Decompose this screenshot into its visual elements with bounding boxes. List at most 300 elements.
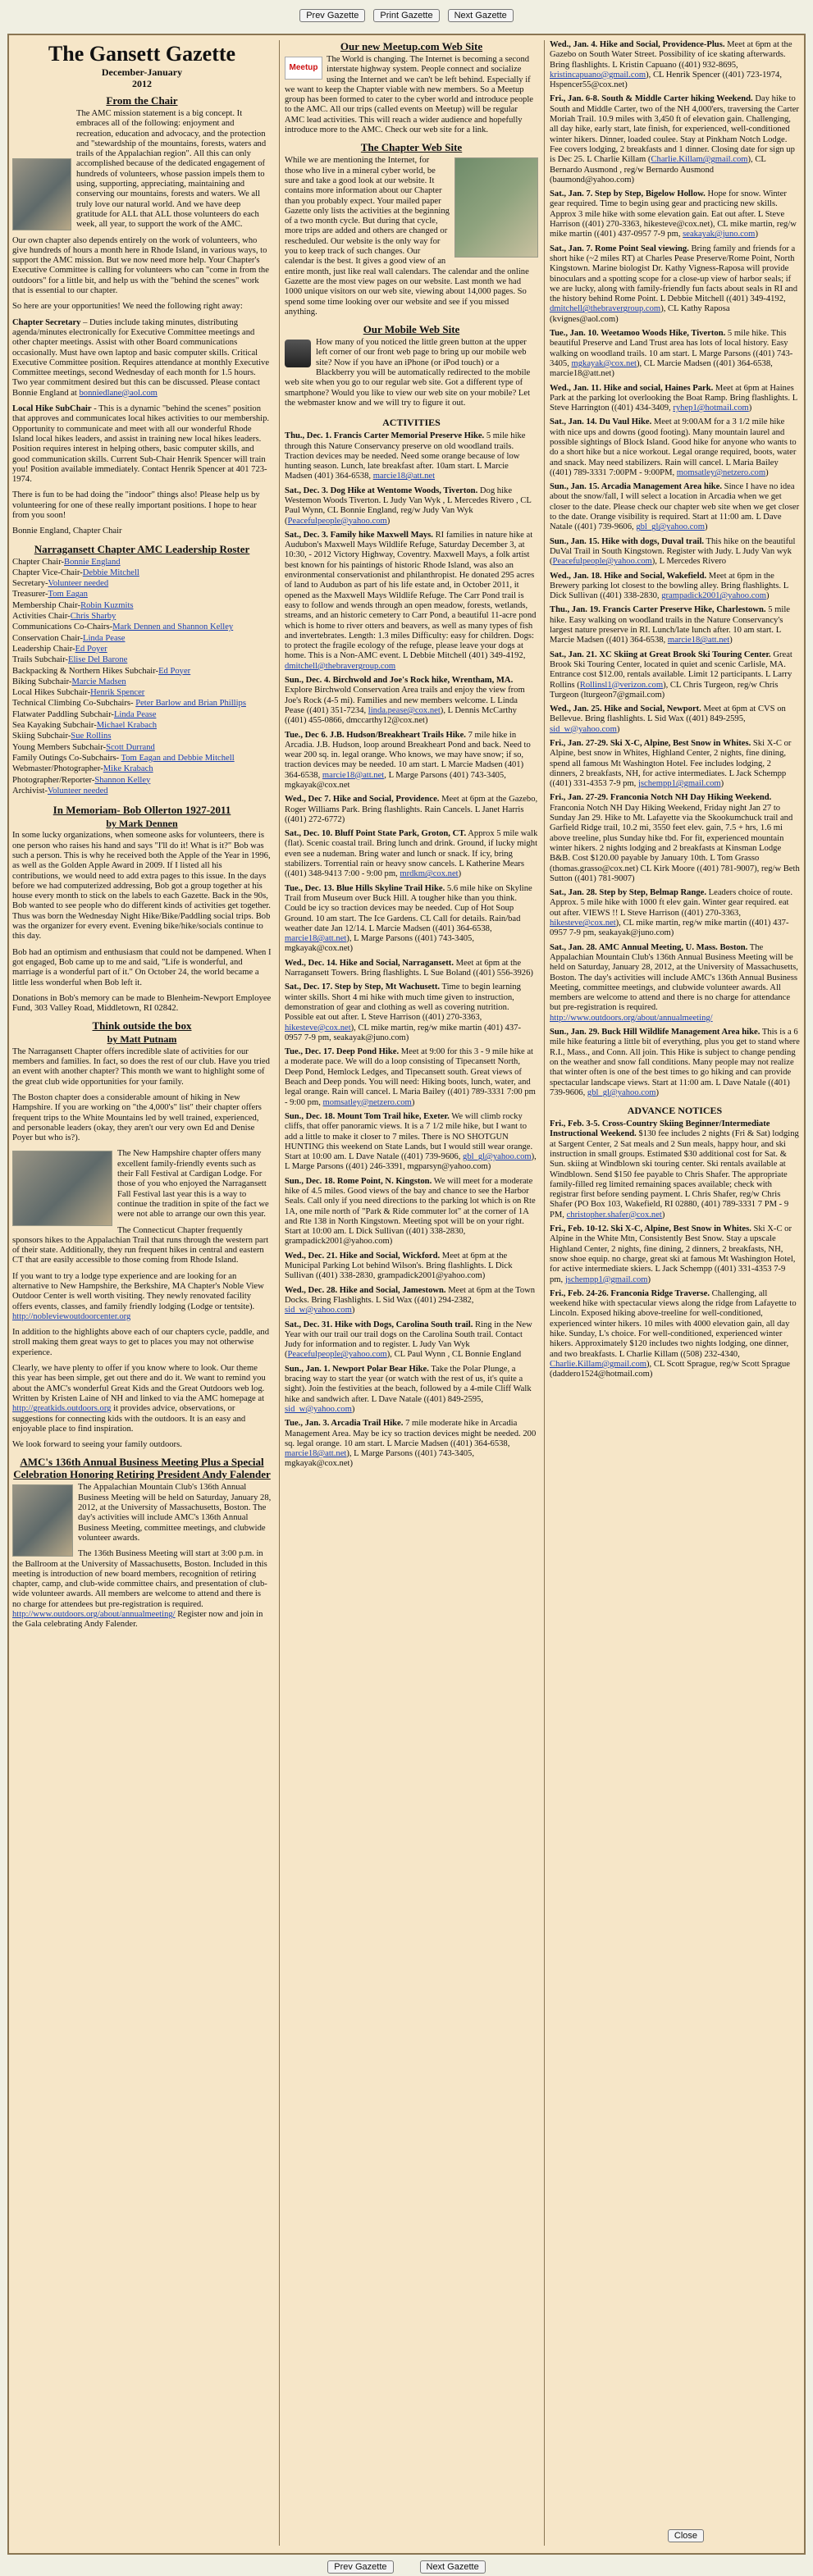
- activity-body: Ski X-C or Alpine in the White Mtn, Consistently Best Snow. Stay a upscale Highland Center, 2 nights, fine dining, 2 dinners, 2 breakfasts, NH, snow shoe equip. no charge, great ski at famous Mt Washington Hotel, for active intermediate skiers. L Jack Schempp ((401) 331-4353 7-9 pm,: [550, 1224, 796, 1284]
- activity-contact-link[interactable]: momsatley@netzero.com: [322, 1097, 412, 1107]
- activity-contact-link[interactable]: marcie18@att.net: [372, 472, 436, 481]
- greatkids-link[interactable]: http://greatkids.outdoors.org: [12, 1404, 112, 1414]
- roster-role: Archivist-: [12, 786, 48, 796]
- gazette-frame: [7, 34, 806, 2555]
- family-hike-photo: [12, 1151, 112, 1226]
- activity-item: [285, 1419, 538, 1469]
- roster-role: Activities Chair-: [12, 612, 71, 622]
- activity-item: [285, 1365, 538, 1415]
- activities-list-right: [550, 40, 800, 1098]
- roster-name-link[interactable]: Linda Pease: [113, 709, 157, 719]
- nobleview-link[interactable]: http://nobleviewoutdoorcenter.org: [12, 1311, 131, 1321]
- activity-body: $130 fee includes 2 nights (Fri & Sat) lodging at Sargent Center, 2 Sat meals and 2 Sun meals, happy hour, and ski instruction in small groups. Estimated $30 additional cost for Sat. & Sun. skiing at Windblown ski touring center. Ski rentals available at Windblown. Send $150 fee payable to Chris Shafer. The appropriate family-filled reg limited remaining spaces available; check with registrar first before sending payment. L Chris Shafer, reg/w Chris Shafer (PO Box 103, Wakefield, RI 02880, (401) 789-3331 7 PM - 9 PM,: [550, 1129, 799, 1220]
- think-p7-text: Clearly, we have plenty to offer if you know where to look. Our theme this year has been simple, get out there and do it. We want to remind you about the AMC's wonderful Great Kids and the Great Outdoors web log. Written by Kristen Laine of NH and linked to via the AMC homepage at: [12, 1364, 266, 1403]
- activity-body: 5.6 mile hike on Skyline Trail from Museum over Buck Hill. A tougher hike than you think. Could be icy so traction devices may be needed. Cup of Hot Soup Ground. 10 am start. The Ice Gardens. CL Call for details. Rain/bad weather date Jan 12/14. L Marcie Madsen ((401) 364-6538,: [285, 883, 532, 933]
- activity-body: Take the Polar Plunge, a bracing way to start the year (or watch with the rest of us, it's quite a sight). Join the festivities at the beach, followed by a 4-mile Cliff Walk hike and sandwich after. L Dave Natale ((401) 849-2595,: [285, 1364, 532, 1404]
- activity-tail: ), L Marge Parsons ((401) 743-3405, mgkayak@cox.net): [285, 1449, 475, 1469]
- annual-p2-text: The 136th Business Meeting will start at 3:00 p.m. in the Ballroom at the University of Massachusetts, Boston. Included in this meeting is introduction of new board members, recognition of retiring chapter, camp, and club-wide committee chairs, and presentation of club-wide volunteer awards. All members are welcome to attend and there is no charge for attendees but pre-registration is required.: [12, 1549, 267, 1609]
- activity-contact-link[interactable]: Peacefulpeople@yahoo.com: [287, 516, 387, 526]
- activity-contact-link[interactable]: ryhep1@hotmail.com: [673, 403, 749, 413]
- roster-row: [12, 764, 272, 774]
- activity-item: [550, 1028, 800, 1098]
- think-title: Think outside the box: [92, 1019, 192, 1033]
- roster-name-link[interactable]: Tom Eagan: [48, 590, 88, 600]
- roster-name-link[interactable]: Henrik Spencer: [90, 688, 145, 698]
- activity-contact-link[interactable]: sid_w@yahoo.com: [285, 1404, 352, 1414]
- activity-heading: Fri., Jan. 27-29. Ski X-C, Alpine, Best Snow in Whites.: [550, 739, 751, 748]
- roster-name-link[interactable]: Peter Barlow and Brian Phillips: [135, 699, 246, 709]
- activity-tail: ): [704, 522, 708, 532]
- activity-item: [285, 983, 538, 1043]
- activity-item: [550, 329, 800, 379]
- activity-contact-link[interactable]: marcie18@att.net: [285, 1449, 347, 1459]
- activity-heading: Fri., Jan. 27-29. Franconia Notch NH Day Hiking Weekend.: [550, 793, 772, 803]
- activity-heading: Wed., Dec. 14. Hike and Social, Narragansett.: [285, 958, 454, 968]
- activity-heading: Wed., Dec 7. Hike and Social, Providence.: [285, 795, 440, 805]
- activity-body: Meet at 9:00 for this 3 - 9 mile hike at a moderate pace. We will do a loop consisting of Tipecansett North, Deep Pond, Hemlock Ledges, and Tipecansett south. Great views of Beach and Deep ponds. You will need: Hiking boots, lunch, water, and legal orange. Rain will cancel. L Maria Bailey ((401) 789-3331 7:00 pm - 9:00 pm,: [285, 1047, 536, 1107]
- activity-heading: Sat., Jan. 7. Step by Step, Bigelow Hollow.: [550, 189, 706, 199]
- roster-name-link[interactable]: Sue Rollins: [71, 732, 112, 741]
- activity-contact-link[interactable]: marcie18@att.net: [285, 934, 347, 944]
- advance-notices-title: ADVANCE NOTICES: [627, 1105, 723, 1117]
- activity-tail: ), L Marge Parsons ((401) 743-3405, mgkayak@cox.net): [285, 934, 475, 954]
- activity-heading: Tue., Jan. 10. Weetamoo Woods Hike, Tiverton.: [550, 329, 726, 339]
- activity-item: [285, 1047, 538, 1108]
- roster-role: Flatwater Paddling Subchair-: [12, 709, 114, 719]
- activity-contact-link[interactable]: grampadick2001@yahoo.com: [661, 591, 766, 601]
- activity-body: Great Brook Ski Touring Center, located in quiet and scenic Carlisle, MA. Entrance cost $12.00, rentals available. Limit 12 participants. L Larry Rollins (: [550, 650, 792, 690]
- activity-heading: Sat., Dec. 17. Step by Step, Mt Wachusett.: [285, 983, 441, 992]
- activity-contact-link[interactable]: gbl_gl@yahoo.com: [636, 522, 705, 532]
- activity-body: 5 mile hike. This beautiful Preserve and Land Trust area has lots of local history. Easy walking on woodland trails. 10 am start. L Marge Parsons ((401) 743-3405,: [550, 329, 793, 368]
- activity-heading: Fri., Feb. 24-26. Franconia Ridge Traverse.: [550, 1288, 710, 1298]
- activity-contact-link[interactable]: marcie18@att.net: [322, 770, 385, 780]
- column-right: [544, 40, 800, 2546]
- activity-body: Franconia Notch NH Day Hiking Weekend, Friday night Jan 27 to Sunday Jan 29. Hike to Mt. Lafayette via the Skookumchuck trail and Garfield Ridge trail, 10.2 mi, 3550 feet elev. gain, 7.5 + hrs, 1.6 mi above treeline, plus Sunday hike tbd. For fit, experienced mountain winter hikers. 2 nights lodging and 2 breakfasts at Kinsman Lodge B&B. Cost $120.00 payable by January 10th. L Tom Grasso (thomas.grasso@cox.net) CL Kirk Moore ((401) 781-9007), reg/w Beth Sutton ((401) 781-9007): [550, 803, 800, 883]
- column-left: [12, 40, 272, 1636]
- activity-heading: Sat., Jan. 7. Rome Point Seal viewing.: [550, 244, 689, 253]
- roster-row: [12, 776, 272, 786]
- think-byline: by Matt Putnam: [107, 1033, 177, 1046]
- roster-name-link[interactable]: Elise Del Barone: [67, 655, 128, 665]
- activity-tail: ), L Marge Parsons ((401) 246-3391, mgparsyn@yahoo.com): [285, 1152, 537, 1172]
- roster-row: [12, 688, 272, 698]
- activity-heading: Wed., Jan. 18. Hike and Social, Wakefield.: [550, 571, 707, 581]
- activity-item: [550, 650, 800, 700]
- activity-heading: Sat., Jan. 14. Du Vaul Hike.: [550, 417, 652, 427]
- secretary-text: – Duties include taking minutes, distributing agenda/minutes electronically for Executive Committee meetings and other chapter meetings. Assist with other Board communications occasionally. Must have own laptop and basic computer skills. Critical Executive Committee position. Requires attendance at monthly Executive Committee meetings, second Wednesday of each month for 1.5 hours. Two year commitment desired but this can be discussed. Please contact Bonnie England at: [12, 317, 270, 398]
- roster-row: [12, 579, 272, 589]
- roster-role: Skiing Subchair-: [12, 732, 71, 741]
- print-gazette-button[interactable]: Print Gazette: [373, 9, 439, 22]
- activity-heading: Sat., Dec. 3. Family hike Maxwell Mays.: [285, 530, 433, 540]
- activity-heading: Sat., Dec. 10. Bluff Point State Park, Groton, CT.: [285, 829, 467, 839]
- bonnie-email-link[interactable]: bonniedlane@aol.com: [79, 388, 158, 398]
- website-screenshot: [454, 157, 538, 258]
- activity-contact-link[interactable]: christopher.shafer@cox.net: [566, 1210, 662, 1220]
- activity-tail: ): [655, 1087, 660, 1097]
- activity-item: [550, 537, 800, 568]
- activity-tail: ): [351, 1404, 355, 1414]
- think-paragraph-6: In addition to the highlights above each of our chapters cycle, paddle, and stroll making them great ways to get to places you may not otherwise experience.: [12, 1328, 270, 1357]
- think-paragraph-5: [12, 1272, 272, 1322]
- roster-name-link[interactable]: Marcie Madsen: [71, 677, 126, 686]
- activity-item: [550, 189, 800, 239]
- roster-row: [12, 754, 272, 764]
- think-p7-tail: it provides advice, observations, or suggestions for connecting kids with the outdoors. It is an easy and enjoyable place to find inspiration.: [12, 1404, 246, 1434]
- annual-meeting-title: AMC's 136th Annual Business Meeting Plus a Special Celebration Honoring Retiring President Andy Falender: [13, 1456, 271, 1481]
- activity-contact-link[interactable]: mgkayak@cox.net: [571, 358, 637, 368]
- activity-contact-link[interactable]: dmitchell@thebravergroup.com: [285, 661, 396, 671]
- activity-item: [285, 884, 538, 955]
- activity-contact-link[interactable]: sid_w@yahoo.com: [285, 1306, 352, 1315]
- roster-row: [12, 732, 272, 741]
- activity-heading: Sun., Dec. 18. Mount Tom Trail hike, Exeter.: [285, 1111, 450, 1121]
- activity-tail: ): [647, 1274, 651, 1284]
- roster-name-link[interactable]: Bonnie England: [64, 557, 121, 567]
- next-gazette-button[interactable]: Next Gazette: [448, 9, 514, 22]
- activity-item: [285, 1286, 538, 1316]
- leadership-title: Narragansett Chapter AMC Leadership Roster: [34, 542, 250, 555]
- chair-title: From the Chair: [106, 94, 178, 107]
- activity-body: Meet at 6pm at the Municipal Parking Lot behind Wilson's. Bring flashlights. L Dick Sullivan ((401) 338-2830, grampadick2001@yahoo.com): [285, 1251, 513, 1281]
- annual-paragraph-1: The Appalachian Mountain Club's 136th Annual Business Meeting will be held on Saturday, January 28, 2012, at the University of Massachusetts, Boston. The day's activities will include AMC's 136th Annual Business Meeting, committee meetings, and clubwide volunteer awards.: [78, 1483, 272, 1543]
- activity-contact-link[interactable]: Rollinsl1@verizon.com: [579, 680, 664, 690]
- chair-paragraph-6: There is fun to be had doing the "indoor" things also! Please help us by volunteering for one of these really important positions. I hope to hear from you soon!: [12, 490, 260, 520]
- meetup-title: Our new Meetup.com Web Site: [340, 40, 483, 52]
- activity-body: Since I have no idea about the snow/fall, I will select a location in Arcadia when we get closer to the date. Please check our chapter web site when we get closer to the date. Orange visibility is required. Start at 11:00 am. L Dave Natale ((401) 739-9606,: [550, 482, 800, 532]
- smartphone-icon: [285, 340, 311, 367]
- activity-body: Ski X-C or Alpine, best snow in Whites, Highland Center, 2 nights, fine dining, spend all famous Mt Washington Hotel. Fee includes lodging, 2 dinners, 2 breakfasts, NH, for active intermediates. L Jack Schempp ((401) 331-4353 7-9 pm,: [550, 739, 792, 789]
- activity-heading: Sun., Jan. 15. Arcadia Management Area hike.: [550, 482, 723, 492]
- andy-falender-photo: [12, 1484, 73, 1557]
- roster-role: Chapter Vice-Chair-: [12, 568, 83, 577]
- masthead-issue: December-January: [101, 66, 183, 78]
- chair-paragraph-2: Our own chapter also depends entirely on the work of volunteers, who give hundreds of hours a month here in Rhode Island, in various ways, to support the AMC mission. But we now need more help. Your Chapter's Executive Committee is calling for volunteers who can "come in from the outdoors" for a little bit, and help us with the "behind the scenes" work that is essential to our chapter.: [12, 235, 269, 296]
- activity-contact-link[interactable]: seakayak@juno.com: [683, 230, 756, 239]
- activity-item: [550, 94, 800, 185]
- activity-item: [550, 888, 800, 938]
- activity-body: 5 mile hike. Easy walking on woodland trails in the Nature Conservancy's largest nature preserve in RI. Lunch/late lunch after. 10 am start. L Marcie Madsen ((401) 364-6538,: [550, 605, 790, 645]
- activity-heading: Sat., Jan. 28. Step by Step, Belmap Range.: [550, 888, 707, 898]
- roster-name-link[interactable]: Tom Eagan and Debbie Mitchell: [121, 753, 235, 763]
- activity-item: [550, 572, 800, 602]
- activity-item: [285, 1177, 538, 1247]
- think-paragraph-3: The New Hampshire chapter offers many excellent family-friendly events such as their Fall Festival at Cardigan Lodge. For those of you who enjoyed the Narragansett Fall Festival last year this is a way to continue the tradition in spite of the fact we were not able to arrange our own this year.: [117, 1149, 269, 1220]
- activity-item: [550, 793, 800, 884]
- roster-role: Leadership Chair-: [12, 644, 75, 654]
- roster-name-link[interactable]: Mark Dennen and Shannon Kelley: [112, 622, 234, 632]
- activity-contact-link[interactable]: mrdkm@cox.net: [400, 869, 459, 879]
- mobile-paragraph: How many of you noticed the little green button at the upper left corner of our front web page to bring up our mobile web site? Now if you have an iPhone (or iPod touch) or a Blackberry you will be automatically redirected to the mobile web site when you go to our regular web site. Got a different type of smartphone? Would you like to view our web site on your mobile? Let the webmaster know and we will try to figure it out.: [285, 338, 531, 408]
- activity-tail: ), CL Scott Sprague, reg/w Scott Sprague (daddero1524@hotmail.com): [550, 1359, 790, 1379]
- activity-item: [550, 739, 800, 789]
- local-hike-text: - This is a dynamic "behind the scenes" position that approves and communicates local hikes activities to our membership. Opportunity to communicate and meet with all our wonderful Rhode Island local hikes leaders, and assist in training new local hikes leaders. Position requires interest in helping others, basic computer skills, and good communication skills. Current Sub-Chair Henrik Spencer will train you! Position available immediately. Contact Henrik Spencer at 401 723-1974.: [12, 404, 270, 485]
- chair-paragraph-3: So here are your opportunities! We need the following right away:: [12, 302, 243, 312]
- activity-body: The Appalachian Mountain Club's 136th Annual Business Meeting will be held on Saturday, January 28, 2012, at the University of Massachusetts, Boston. The day's activities will include AMC's 136th Annual Business Meeting, committee meetings, and clubwide volunteer awards. All members are welcome to attend and there is no charge for attendance but pre-registration is required.: [550, 942, 798, 1013]
- roster-name-link[interactable]: Mike Krabach: [103, 764, 153, 774]
- activity-tail: ), L Dennis McCarthy ((401) 455-0866, dmccarthy12@cox.net): [285, 705, 517, 726]
- activity-heading: Fri., Feb. 10-12. Ski X-C, Alpine, Best Snow in Whites.: [550, 1224, 751, 1234]
- meetup-logo: Meetup: [285, 57, 322, 80]
- column-middle: [279, 40, 538, 2546]
- activity-item: [285, 531, 538, 672]
- mobile-title: Our Mobile Web Site: [363, 323, 460, 336]
- activity-heading: Tue., Jan. 3. Arcadia Trail Hike.: [285, 1419, 404, 1429]
- activity-tail: ), CL mike martin, reg/w mike martin (401) 437-0957 7-9 pm, seakayak@juno.com): [285, 1023, 521, 1042]
- roster-name-link[interactable]: Volunteer needed: [47, 786, 108, 796]
- roster-row: [12, 699, 272, 709]
- roster-row: [12, 786, 272, 796]
- activity-item: [550, 1119, 800, 1220]
- activity-contact-link[interactable]: kristincapuano@gmail.com: [550, 70, 646, 80]
- activity-tail: ), CL Chris Turgeon, reg/w Chris Turgeon (lturgeon7@gmail.com): [550, 680, 779, 700]
- roster-row: [12, 568, 272, 578]
- memoriam-title: In Memoriam- Bob Ollerton 1927-2011: [53, 804, 231, 817]
- activity-tail: ): [458, 869, 462, 879]
- activity-tail: ): [386, 516, 391, 526]
- activity-heading: Fri., Feb. 3-5. Cross-Country Skiing Beginner/Intermediate Instructional Weekend.: [550, 1119, 770, 1139]
- activity-item: [285, 1112, 538, 1173]
- roster-role: Chapter Chair-: [12, 557, 65, 567]
- activity-item: [285, 676, 538, 726]
- think-paragraph-1: The Narragansett Chapter offers incredible slate of activities for our members and families. In fact, so does the rest of our club. Have you tried an event with another chapter? This month we want to highlight some of the great club wide opportunities for your family.: [12, 1046, 270, 1087]
- activity-heading: Sat., Dec. 31. Hike with Dogs, Carolina South trail.: [285, 1320, 473, 1329]
- activity-item: [550, 244, 800, 325]
- roster-role: Local Hikes Subchair-: [12, 688, 91, 698]
- roster-name-link[interactable]: Scott Durrand: [106, 742, 155, 752]
- roster-name-link[interactable]: Volunteer needed: [48, 579, 109, 589]
- prev-gazette-bottom-button[interactable]: Prev Gazette: [327, 2560, 393, 2574]
- think-paragraph-8: We look forward to seeing your family outdoors.: [12, 1440, 182, 1450]
- activity-tail: ): [720, 779, 724, 789]
- roster-name-link[interactable]: Ed Poyer: [158, 666, 191, 676]
- roster-role: Treasurer-: [12, 590, 48, 600]
- chapter-web-paragraph: While we are mentioning the Internet, for those who live in a mineral cyber world, be sure and take a good look at our website. It contains more information about our Chapter than you probably expect. Your mailed paper Gazette only lists the activities at the beginning of a two month cycle. But during that cycle, more trips are added and others are changed or rescheduled. Our website is the only way for you to keep track of such changes. Our calendar is the best. It gives a good view of an entire month, just like real wall calendars. The calendar and the online Gazette are the most view pages on our website. Last month we had 1000 unique visitors on our web site, viewing about 14,000 pages. So spend some time looking over our website and see if you missed anything.: [285, 156, 529, 317]
- activity-item: [550, 605, 800, 645]
- activity-item: [285, 959, 538, 979]
- activity-contact-link[interactable]: jschempp1@gmail.com: [637, 779, 721, 789]
- memoriam-paragraph-1: In some lucky organizations, when someone asks for volunteers, there is one person who raises his hand and says "I'll do it! What is it?" Bob was such a person. This is why he received both the Apple of the Year in 1996, as well as the Golden Apple Award in 2009. If I listed all his contributions, we would need to add extra pages to this issue. In the days before we had computerized addressing, Bob got a group together at his house every month to stick on the labels to each Gazette. Back in the 90s, Bob wanted to see people who do different kinds of activities get together. Thus was born the Wednesday Night Hike/Bike/Paddling social trips. Bob was the organizer for every event. Evening bike/hike/socials continue to this day.: [12, 831, 271, 941]
- activity-body: Explore Birchwold Conservation Area trails and enjoy the view from Joe's Rock (4-5 mi). Families and new members welcome. L Linda Pease ((401) 351-7234,: [285, 686, 525, 715]
- activity-contact-link[interactable]: Charlie.Killam@gmail.com: [651, 155, 748, 165]
- activity-body: Bring family and friends for a short hike (~2 miles RT) at Charles Pease Preserve/Rome Point, North Kingstown. Marine biologist Dr. Kathy Vigness-Raposa will provide binoculars and a spotting scope for a close-up view of harbor seals; if we are lucky, along with family-friendly fun facts about seals in RI and the history behind Rome Point. L Debbie Mitchell ((401) 349-4192,: [550, 244, 798, 304]
- activity-tail: ), CL Kathy Raposa (kvignes@aol.com): [550, 304, 730, 324]
- activity-body: Meet at 6pm at the Gazebo, Roger Williams Park. Bring flashlights. Rain Cancels. L Janet Harris ((401) 272-6772): [285, 795, 538, 824]
- activity-heading: Tue., Dec. 13. Blue Hills Skyline Trail Hike.: [285, 883, 445, 893]
- activity-body: RI families in nature hike at Audubon's Maxwell Mays Wildlife Refuge, Saturday December 3, at 10:30, - 2012 Victory Highway, Coventry. Maxwell Mays, a folk artist best known for his paintings of historic Rhode Island, was also an environmental conservationist and philanthropist. He donated 295 acres of land to Audubon as part of his life estate and, in October 2011, it opened as the Maxwell Mays Wildlife Refuge. The Carr Pond trail is easy to follow and wends through an open meadow, forests, wetlands, streams, and an historic cemetery to Carr Pond, a beautiful 11-acre pond which is home to river otters and beavers, as well as many types of fish and invertebrates. Length: 1.3 miles Difficulty: easy for children. Dogs: to protect the fragile ecology of the refuge, please leave your dogs at home. This is a Non-AMC event. L Debbie Mitchell (401) 349-4192,: [285, 530, 537, 661]
- roster-role: Conservation Chair-: [12, 633, 83, 643]
- activity-item: [285, 1320, 538, 1361]
- activity-tail: ), L Mercedes Rivero: [651, 557, 726, 567]
- activity-tail: ): [661, 1210, 665, 1220]
- activity-heading: Sat., Dec. 3. Dog Hike at Wentome Woods, Tiverton.: [285, 486, 478, 495]
- activity-body: 7 mile hike in Arcadia. J.B. Hudson, loop around Breakheart Pond and back. Need to wear 200 sq. in. legal orange. Who knows, we may have snow; if so, traction devices may be needed. 10 am start. L Marcie Madsen (401) 364-6538,: [285, 730, 531, 780]
- roster-role: Young Members Subchair-: [12, 742, 107, 752]
- annual-meeting-link[interactable]: http://www.outdoors.org/about/annualmeeting/: [12, 1610, 176, 1619]
- activity-contact-link[interactable]: Charlie.Killam@gmail.com: [550, 1359, 647, 1369]
- roster-name-link[interactable]: Debbie Mitchell: [82, 568, 139, 577]
- roster-row: [12, 612, 272, 622]
- roster-role: Membership Chair-: [12, 600, 81, 610]
- activity-contact-link[interactable]: hikesteve@cox.net: [285, 1023, 351, 1033]
- activity-item: [550, 704, 800, 735]
- activity-body: This is a 6 mile hike featuring a little bit of everything, plus you get to stand where R.I., Mass., and Conn. All join. This Hike is subject to change pending on the weather and snow fall conditions. Many people may not realize that winter often is one of the best times to go hiking and can provide spectacular landscape views. Start at 11:00 am. L Dave Natale ((401) 739-9606,: [550, 1028, 800, 1097]
- activities-title: ACTIVITIES: [382, 417, 441, 429]
- roster-row: [12, 622, 272, 632]
- local-hike-heading: Local Hike SubChair: [12, 404, 92, 414]
- activity-tail: ): [616, 724, 620, 734]
- activity-body: Meet at 6pm at the Narragansett Towers. Bring flashlights. L Sue Boland ((401) 556-3926): [285, 958, 533, 978]
- think-paragraph-7: [12, 1364, 272, 1434]
- activity-body: Meet at 9:00AM for a 3 1/2 mile hike with nice ups and downs (good footing). Many mountain laurel and possible sightings of Block Island. Good hike for anyone who wants to do a short hike but a nice workout. Legal orange required, boots, water and snack. May need stabilizers. Rain will cancel. L Maria Bailey ((401) 789-3331 7:00PM - 9:00PM,: [550, 417, 797, 477]
- roster-role: Backpacking & Northern Hikes Subchair-: [12, 666, 159, 676]
- chapter-web-title: The Chapter Web Site: [360, 141, 463, 154]
- activity-contact-link[interactable]: http://www.outdoors.org/about/annualmeeting/: [550, 1013, 713, 1023]
- activity-heading: Sun., Dec. 18. Rome Point, N. Kingston.: [285, 1176, 432, 1186]
- advance-notices-list: [550, 1119, 800, 1379]
- activity-body: Time to begin learning winter skills. Short 4 mi hike with much time given to instruction, demonstration of gear and clothing as well as covering nutrition. Possible eat out after. L Steve Harrison ((401) 270-3363,: [285, 983, 521, 1023]
- roster-name-link[interactable]: Shannon Kelley: [94, 775, 151, 785]
- activity-tail: ): [729, 636, 733, 645]
- top-navigation: [0, 7, 813, 22]
- activity-item: [285, 829, 538, 879]
- roster-role: Family Outings Co-Subchairs-: [12, 753, 121, 763]
- activity-body: Approx 5 mile walk (flat). Scenic coastal trail. Bring lunch and drink. Ground, if lucky might even see a nudeman. Bring water and lunch or snack. If icy, bring stabilizers. Torrential rain or heavy snow cancels. L Katherine Mears ((401) 348-9413 7:00 - 9:00 pm,: [285, 829, 538, 879]
- activity-heading: Wed., Dec. 21. Hike and Social, Wickford.: [285, 1251, 441, 1261]
- activity-body: 5 mile hike through this Nature Conservancy preserve on old woodland trails. Traction devices may be needed. Need some orange because of low hunting season. Lunch, late breakfast after. 10am start. L Marcie Madsen (401) 364-6538,: [285, 431, 526, 481]
- masthead-title: The Gansett Gazette: [48, 42, 236, 66]
- activity-item: [550, 1289, 800, 1380]
- activity-contact-link[interactable]: momsatley@netzero.com: [676, 467, 766, 477]
- roster-name-link[interactable]: Michael Krabach: [96, 721, 158, 731]
- roster-row: [12, 721, 272, 731]
- prev-gazette-button[interactable]: Prev Gazette: [299, 9, 365, 22]
- chair-secretary: [12, 318, 272, 399]
- masthead-year: 2012: [132, 78, 152, 89]
- next-gazette-bottom-button[interactable]: Next Gazette: [420, 2560, 486, 2574]
- roster-role: Sea Kayaking Subchair-: [12, 721, 97, 731]
- think-paragraph-2: The Boston chapter does a considerable amount of hiking in New Hampshire. If you are working on "the 4,000's" list" their chapter offers frequent trips to the White Mountains led by well trained, experienced, and personable leaders (okay, they aren't our very own Ed and Denise Poyer but who is?).: [12, 1092, 262, 1143]
- roster-name-link[interactable]: Ed Poyer: [75, 644, 107, 654]
- activity-contact-link[interactable]: hikesteve@cox.net: [550, 919, 616, 928]
- activity-body: Meet at 6pm at the Town Docks. Bring Flashlights. L Sid Wax ((401) 294-2382,: [285, 1285, 536, 1305]
- think-p5-text: If you want to try a lodge type experience and are looking for an alternative to New Hampshire, the Berkshire, MA Chapter's Noble View Outdoor Center is well worth visiting. They newly renovated facility offers events, classes, and family friendly lodging (Lodge or tentsite).: [12, 1271, 264, 1311]
- activity-item: [550, 417, 800, 478]
- activity-item: [550, 943, 800, 1024]
- chair-photo: [12, 158, 71, 230]
- activity-item: [285, 431, 538, 481]
- roster-role: Trails Subchair-: [12, 655, 68, 665]
- roster-row: [12, 601, 272, 611]
- roster-row: [12, 677, 272, 687]
- activity-heading: Wed., Jan. 4. Hike and Social, Providence-Plus.: [550, 40, 725, 49]
- activity-contact-link[interactable]: Peacefulpeople@yahoo.com: [552, 557, 652, 567]
- activity-item: [285, 795, 538, 825]
- activity-heading: Sat., Jan. 28. AMC Annual Meeting, U. Mass. Boston.: [550, 942, 748, 952]
- activity-contact-link[interactable]: Peacefulpeople@yahoo.com: [287, 1350, 387, 1360]
- activity-body: Day hike to South and Middle Carter, two of the NH 4,000'ers, traversing the Carter Moriah Trail. 10.9 miles with 3,450 ft of elevation gain. Challenging, all day hike, early start, late finish, for experienced, well-conditioned winter hikers. Dinner, loaded coulee. Stay at Pinkham Notch Lodge. Fee covers lodging, 2 breakfasts and 1 dinner. Closing date for sign up is Dec 25. L Charlie Killam (: [550, 94, 799, 165]
- roster-name-link[interactable]: Chris Sharby: [70, 612, 116, 622]
- roster-role: Secretary-: [12, 579, 48, 589]
- activity-contact-link[interactable]: linda.pease@cox.net: [368, 705, 441, 715]
- activity-heading: Wed., Dec. 28. Hike and Social, Jamestown.: [285, 1285, 446, 1295]
- activity-item: [550, 482, 800, 532]
- activity-heading: Thu., Dec. 1. Francis Carter Memorial Preserve Hike.: [285, 431, 485, 441]
- activity-item: [285, 731, 538, 791]
- activity-tail: ): [748, 403, 752, 413]
- activity-contact-link[interactable]: gbl_gl@yahoo.com: [587, 1087, 656, 1097]
- activity-tail: ): [755, 230, 758, 239]
- chair-signature: Bonnie England, Chapter Chair: [12, 527, 122, 536]
- activity-item: [285, 486, 538, 527]
- activity-heading: Sun., Dec. 4. Birchwold and Joe's Rock hike, Wrentham, MA.: [285, 676, 514, 686]
- roster-role: Technical Climbing Co-Subchairs-: [12, 699, 136, 709]
- roster-row: [12, 590, 272, 600]
- activity-body: Leaders choice of route. Approx. 5 mile hike with 1000 ft elev gain. Winter gear required. eat out after. VIEWS !! L Steve Harrison ((401) 270-3363,: [550, 888, 793, 918]
- bottom-navigation: [0, 2559, 813, 2574]
- activity-body: Challenging, all weekend hike with spectacular views along the ridge from Lafayette to Lincoln. Exposed hiking above-treeline for well-conditioned, experienced winter hikers. 10 miles with 4000 elevation gain, all day hike. Sunday, L's choice. For well-conditioned, experienced winter hikers. Approximately $120 includes two nights lodging, one dinner, and two breakfasts. L Charlie Killam ((508) 232-4340,: [550, 1288, 797, 1359]
- activity-body: 7 mile moderate hike in Arcadia Management Area. May be icy so traction devices might be needed. 200 sq. legal orange. 10 am start. L Marcie Madsen ((401) 364-6538,: [285, 1419, 537, 1448]
- activity-contact-link[interactable]: marcie18@att.net: [667, 636, 730, 645]
- activity-body: Meet at 6pm in the Brewery parking lot closest to the bowling alley. Bring flashlights. L Dick Sullivan ((401) 338-2830,: [550, 571, 788, 601]
- close-button[interactable]: Close: [668, 2529, 704, 2542]
- secretary-heading: Chapter Secretary: [12, 317, 81, 327]
- activity-heading: Wed., Jan. 25. Hike and Social, Newport.: [550, 704, 701, 714]
- activity-body: Meet at 6pm at CVS on Bellevue. Bring flashlights. L Sid Wax ((401) 849-2595,: [550, 704, 786, 724]
- activities-list-middle: [285, 431, 538, 1470]
- activity-contact-link[interactable]: jschempp1@gmail.com: [564, 1274, 648, 1284]
- activity-tail: ), CL Marcie Madsen ((401) 364-6538, marcie18@att.net): [550, 358, 773, 379]
- think-paragraph-4: The Connecticut Chapter frequently sponsors hikes to the Appalachian Trail that runs through the western part of their state. Additionally, they run frequent hikes in central and eastern CT that are easily accessible to those coming from Rhode Island.: [12, 1225, 269, 1265]
- roster-row: [12, 558, 272, 568]
- roster-row: [12, 743, 272, 753]
- activity-contact-link[interactable]: dmitchell@thebravergroup.com: [550, 304, 661, 314]
- chair-paragraph-1: The AMC mission statement is a big concept. It embraces all of the following: enjoyment and recreation, education and advocacy, and the protection and "stewardship of the mountains, forests, waters and trails of the Appalachian region". All this can only accomplished because of the dedicated engagement of hundreds of volunteers, whose passion impels them to using, supporting, appreciating, maintaining and conserving our mountains, forests and waters. We all truly love our natural world. And we have deep gratitude for ALL that ALL those volunteers do each week, all year, to support the work of the AMC.: [76, 109, 267, 230]
- activity-contact-link[interactable]: gbl_gl@yahoo.com: [463, 1152, 532, 1162]
- activity-heading: Sun., Jan. 1. Newport Polar Bear Hike.: [285, 1364, 429, 1374]
- memoriam-byline: by Mark Dennen: [106, 818, 178, 830]
- activity-heading: Sat., Jan. 21. XC Skiing at Great Brook Ski Touring Center.: [550, 650, 771, 659]
- memoriam-paragraph-3: Donations in Bob's memory can be made to Blenheim-Newport Employee Fund, 303 Valley Road, Middletown, RI 02842.: [12, 993, 272, 1014]
- roster-name-link[interactable]: Linda Pease: [83, 633, 126, 643]
- roster-name-link[interactable]: Robin Kuzmits: [80, 600, 134, 610]
- roster-row: [12, 667, 272, 677]
- activity-heading: Tue., Dec. 17. Deep Pond Hike.: [285, 1047, 400, 1057]
- activity-heading: Fri., Jan. 6-8. South & Middle Carter hiking Weekend.: [550, 94, 753, 104]
- leadership-roster: [12, 558, 272, 797]
- activity-item: [550, 40, 800, 90]
- chair-local-hike: [12, 404, 272, 485]
- roster-role: Photographer/Reporter-: [12, 775, 95, 785]
- roster-row: [12, 634, 272, 644]
- activity-heading: Thu., Jan. 19. Francis Carter Preserve Hike, Charlestown.: [550, 605, 766, 615]
- memoriam-paragraph-2: Bob had an optimism and enthusiasm that could not be dampened. When I got engaged, Bob came up to me and said, "Life is wonderful, and marriage is a wonderful part of it." On October 24, the world became a little less wonderful when Bob left it.: [12, 947, 272, 987]
- annual-paragraph-2: [12, 1549, 272, 1630]
- activity-contact-link[interactable]: sid_w@yahoo.com: [550, 724, 617, 734]
- activity-heading: Wed., Jan. 11. Hike and social, Haines Park.: [550, 383, 714, 393]
- meetup-paragraph: The World is changing. The Internet is becoming a second interstate highway system. People connect and socialize using the Internet and we can't be left behind. Especially if we want to keep the Chapter viable with new members. So a Meetup group has been formed to cater to the cyber world and introduce people to the AMC. All our trips (called events on Meetup) will be regular AMC lead activities. This will reach a wider audience and hopefully introduce more to the AMC. Check our web site for a link.: [285, 55, 533, 135]
- activity-tail: ): [411, 1097, 415, 1107]
- activity-tail: ), CL Henrik Spencer ((401) 723-1974, Hspencer55@cox.net): [550, 70, 782, 90]
- activity-tail: ), CL mike martin, reg/w mike martin ((401) 437-0957 7-9 pm, seakayak@juno.com): [550, 919, 789, 938]
- activity-heading: Sun., Jan. 29. Buck Hill Wildlife Management Area hike.: [550, 1028, 760, 1037]
- activity-tail: ): [765, 591, 770, 601]
- activity-body: Meet at 6pm at the Gazebo on South Water Street. Possibility of ice skating afterwards. Bring flashlights. L Kristin Capuano ((401) 932-8695,: [550, 40, 792, 70]
- activity-heading: Tue., Dec 6. J.B. Hudson/Breakheart Trails Hike.: [285, 730, 466, 740]
- activity-body: Ring in the New Year with our trail our trail dogs on the Carolina South trail. Contact Judy for information and to register. L Judy Van Wyk (: [285, 1320, 532, 1360]
- annual-p2-tail: Register now and join in the Gala celebrating Andy Falender.: [12, 1610, 263, 1630]
